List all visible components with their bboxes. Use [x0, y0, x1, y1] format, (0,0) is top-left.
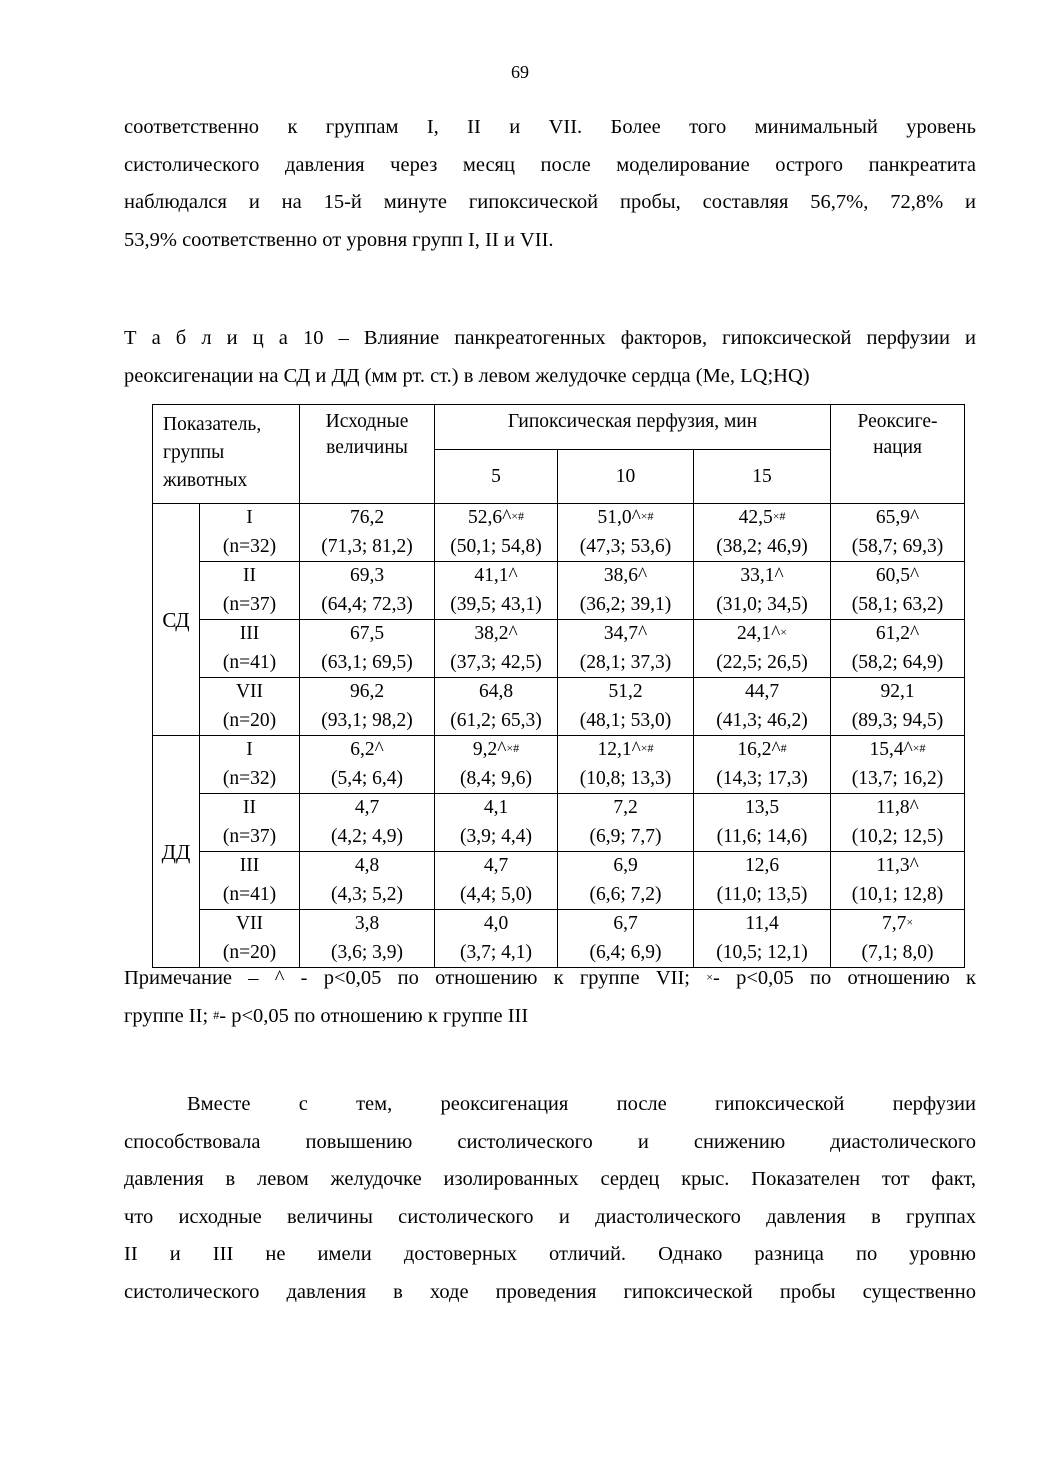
note-line: Примечание – ^ - p<0,05 по отношению к группе VII; ×- p<0,05 по отношению к — [124, 967, 976, 989]
value-cell: 60,5^ (58,1; 63,2) — [831, 562, 965, 620]
header-reoxygenation: Реоксиге- нация — [831, 405, 965, 504]
note-line: группе II; #- p<0,05 по отношению к группе III — [124, 1004, 529, 1027]
value-cell: 11,8^ (10,2; 12,5) — [831, 794, 965, 852]
value-cell: 6,2^ (5,4; 6,4) — [300, 736, 435, 794]
header-hypoxic: Гипоксическая перфузия, мин — [435, 405, 831, 450]
caption-line: Т а б л и ц а 10 – Влияние панкреатогенных факторов, гипоксической перфузии и — [124, 327, 976, 349]
value-cell: 16,2^# (14,3; 17,3) — [694, 736, 831, 794]
group-cell: VII (n=20) — [200, 910, 300, 968]
text-line: давления в левом желудочке изолированных сердец крыс. Показателен тот факт, — [124, 1168, 976, 1190]
value-cell: 15,4^×# (13,7; 16,2) — [831, 736, 965, 794]
data-table — [152, 404, 965, 968]
text-line: Вместе с тем, реоксигенация после гипоксической перфузии — [187, 1093, 976, 1115]
value-cell: 4,8 (4,3; 5,2) — [300, 852, 435, 910]
parameter-label: СД — [153, 504, 200, 736]
value-cell: 52,6^×# (50,1; 54,8) — [435, 504, 558, 562]
group-cell: III (n=41) — [200, 852, 300, 910]
value-cell: 6,9 (6,6; 7,2) — [558, 852, 694, 910]
table-caption — [124, 320, 976, 395]
value-cell: 64,8 (61,2; 65,3) — [435, 678, 558, 736]
group-cell: II (n=37) — [200, 562, 300, 620]
value-cell: 12,1^×# (10,8; 13,3) — [558, 736, 694, 794]
value-cell: 51,2 (48,1; 53,0) — [558, 678, 694, 736]
value-cell: 42,5×# (38,2; 46,9) — [694, 504, 831, 562]
text-line: способствовала повышению систолического и снижению диастолического — [124, 1130, 976, 1153]
group-cell: VII (n=20) — [200, 678, 300, 736]
value-cell: 24,1^× (22,5; 26,5) — [694, 620, 831, 678]
value-cell: 7,2 (6,9; 7,7) — [558, 794, 694, 852]
table-row — [153, 852, 965, 910]
group-cell: II (n=37) — [200, 794, 300, 852]
value-cell: 3,8 (3,6; 3,9) — [300, 910, 435, 968]
value-cell: 11,3^ (10,1; 12,8) — [831, 852, 965, 910]
value-cell: 13,5 (11,6; 14,6) — [694, 794, 831, 852]
text-line: систолического давления в ходе проведения гипоксической пробы существенно — [124, 1280, 976, 1303]
header-minute-5: 5 — [435, 450, 558, 504]
table-row — [153, 910, 965, 968]
value-cell: 4,1 (3,9; 4,4) — [435, 794, 558, 852]
table-row — [153, 504, 965, 562]
value-cell: 9,2^×# (8,4; 9,6) — [435, 736, 558, 794]
value-cell: 4,7 (4,2; 4,9) — [300, 794, 435, 852]
value-cell: 38,6^ (36,2; 39,1) — [558, 562, 694, 620]
text-line: 53,9% соответственно от уровня групп I, II и VII. — [124, 228, 554, 251]
table-row — [153, 678, 965, 736]
value-cell: 7,7× (7,1; 8,0) — [831, 910, 965, 968]
value-cell: 38,2^ (37,3; 42,5) — [435, 620, 558, 678]
text-line: что исходные величины систолического и диастолического давления в группах — [124, 1205, 976, 1228]
value-cell: 92,1 (89,3; 94,5) — [831, 678, 965, 736]
paragraph-1 — [124, 109, 976, 259]
table-note — [124, 960, 976, 1035]
value-cell: 11,4 (10,5; 12,1) — [694, 910, 831, 968]
paragraph-2 — [124, 1086, 976, 1311]
value-cell: 4,0 (3,7; 4,1) — [435, 910, 558, 968]
header-minute-10: 10 — [558, 450, 694, 504]
header-minute-15: 15 — [694, 450, 831, 504]
value-cell: 67,5 (63,1; 69,5) — [300, 620, 435, 678]
value-cell: 69,3 (64,4; 72,3) — [300, 562, 435, 620]
header-indicator: Показатель, группы животных — [153, 405, 300, 504]
text-line: наблюдался и на 15-й минуте гипоксической пробы, составляя 56,7%, 72,8% и — [124, 191, 976, 213]
table-row — [153, 620, 965, 678]
value-cell: 12,6 (11,0; 13,5) — [694, 852, 831, 910]
value-cell: 34,7^ (28,1; 37,3) — [558, 620, 694, 678]
table-row — [153, 562, 965, 620]
group-cell: I (n=32) — [200, 504, 300, 562]
page-number: 69 — [511, 62, 529, 82]
value-cell: 6,7 (6,4; 6,9) — [558, 910, 694, 968]
text-line: соответственно к группам I, II и VII. Более того минимальный уровень — [124, 116, 976, 138]
caption-line: реоксигенации на СД и ДД (мм рт. ст.) в левом желудочке сердца (Me, LQ;HQ) — [124, 364, 810, 387]
group-cell: I (n=32) — [200, 736, 300, 794]
group-cell: III (n=41) — [200, 620, 300, 678]
value-cell: 96,2 (93,1; 98,2) — [300, 678, 435, 736]
value-cell: 33,1^ (31,0; 34,5) — [694, 562, 831, 620]
value-cell: 4,7 (4,4; 5,0) — [435, 852, 558, 910]
value-cell: 44,7 (41,3; 46,2) — [694, 678, 831, 736]
header-baseline: Исходные величины — [300, 405, 435, 504]
value-cell: 51,0^×# (47,3; 53,6) — [558, 504, 694, 562]
value-cell: 61,2^ (58,2; 64,9) — [831, 620, 965, 678]
value-cell: 76,2 (71,3; 81,2) — [300, 504, 435, 562]
table-row — [153, 794, 965, 852]
text-line: II и III не имели достоверных отличий. Однако разница по уровню — [124, 1243, 976, 1265]
table-row — [153, 736, 965, 794]
value-cell: 65,9^ (58,7; 69,3) — [831, 504, 965, 562]
parameter-label: ДД — [153, 736, 200, 968]
value-cell: 41,1^ (39,5; 43,1) — [435, 562, 558, 620]
text-line: систолического давления через месяц после моделирование острого панкреатита — [124, 153, 976, 176]
